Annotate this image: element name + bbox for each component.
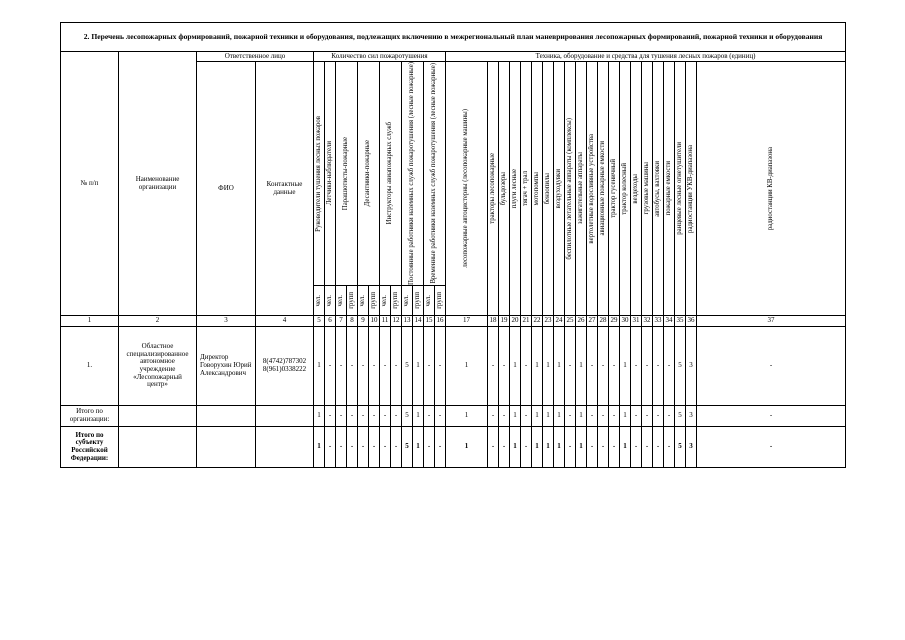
title-row bbox=[61, 23, 846, 52]
equipment-col-header-label: бульдозеры bbox=[499, 171, 507, 206]
equipment-col-header-label: грузовые машины bbox=[642, 162, 650, 215]
equipment-col-header-label: бензопилы bbox=[543, 172, 551, 205]
forces-col-header bbox=[314, 62, 325, 286]
total-value: - bbox=[358, 427, 369, 468]
total-value: - bbox=[380, 427, 391, 468]
column-number: 15 bbox=[424, 316, 435, 327]
total-value: - bbox=[347, 427, 358, 468]
value-cell: 1 bbox=[413, 327, 424, 406]
subtotal-value: 1 bbox=[446, 406, 488, 427]
total-value: 1 bbox=[620, 427, 631, 468]
unit-cell bbox=[314, 286, 325, 316]
total-value: - bbox=[609, 427, 620, 468]
subtotal-value: - bbox=[521, 406, 532, 427]
total-value: - bbox=[697, 427, 846, 468]
subtotal-label: Итого по организации: bbox=[61, 406, 119, 427]
column-number: 8 bbox=[347, 316, 358, 327]
equipment-col-header bbox=[609, 62, 620, 316]
subtotal-value: - bbox=[369, 406, 380, 427]
equipment-col-header bbox=[488, 62, 499, 316]
unit-cell bbox=[369, 286, 380, 316]
subtotal-value: - bbox=[653, 406, 664, 427]
column-number: 33 bbox=[653, 316, 664, 327]
value-cell: - bbox=[521, 327, 532, 406]
column-number: 25 bbox=[565, 316, 576, 327]
column-number: 2 bbox=[119, 316, 197, 327]
total-value: 1 bbox=[554, 427, 565, 468]
column-number: 6 bbox=[325, 316, 336, 327]
equipment-col-header-label: трактор гусеничный bbox=[609, 159, 617, 218]
unit-cell-label: групп bbox=[347, 292, 355, 309]
equipment-col-header bbox=[675, 62, 686, 316]
column-number: 20 bbox=[510, 316, 521, 327]
column-number: 3 bbox=[197, 316, 256, 327]
total-value: 3 bbox=[686, 427, 697, 468]
unit-cell bbox=[325, 286, 336, 316]
value-cell: 1 bbox=[543, 327, 554, 406]
equipment-col-header-label: трактор колесный bbox=[620, 162, 628, 215]
header-org: Наименование организации bbox=[119, 52, 197, 316]
column-number: 28 bbox=[598, 316, 609, 327]
subtotal-value: 1 bbox=[413, 406, 424, 427]
total-value: - bbox=[336, 427, 347, 468]
subtotal-value: - bbox=[697, 406, 846, 427]
forces-col-header-label: Руководители тушения лесных пожаров bbox=[314, 115, 322, 232]
subtotal-value: - bbox=[347, 406, 358, 427]
unit-cell-label: групп bbox=[413, 292, 421, 309]
value-cell: - bbox=[325, 327, 336, 406]
equipment-col-header-label: автобусы, вахтовки bbox=[653, 160, 661, 217]
table-row bbox=[61, 327, 846, 406]
column-number: 36 bbox=[686, 316, 697, 327]
subtotal-value: - bbox=[598, 406, 609, 427]
unit-cell bbox=[424, 286, 435, 316]
header-responsible: Ответственное лицо bbox=[197, 52, 314, 62]
unit-cell-label: чел. bbox=[380, 294, 388, 307]
subtotal-value: - bbox=[325, 406, 336, 427]
total-label: Итого по субъекту Российской Федерации: bbox=[61, 427, 119, 468]
equipment-col-header bbox=[521, 62, 532, 316]
header-forces: Количество сил пожаротушения bbox=[314, 52, 446, 62]
value-cell: - bbox=[380, 327, 391, 406]
unit-cell-label: чел. bbox=[314, 294, 322, 307]
value-cell: - bbox=[499, 327, 510, 406]
unit-cell-label: групп bbox=[435, 292, 443, 309]
unit-cell bbox=[380, 286, 391, 316]
forces-col-header-label: Постоянные работники наземных служб пожаротушения (лесные пожарные) bbox=[408, 62, 416, 285]
total-value: 1 bbox=[576, 427, 587, 468]
total-value: - bbox=[499, 427, 510, 468]
unit-cell-label: чел. bbox=[336, 294, 344, 307]
equipment-col-header-label: беспилотные летательные аппараты (комплексы) bbox=[565, 117, 573, 260]
unit-cell-label: чел. bbox=[358, 294, 366, 307]
empty-cell bbox=[119, 406, 197, 427]
equipment-col-header-label: пожарные емкости bbox=[664, 161, 672, 216]
column-number: 34 bbox=[664, 316, 675, 327]
unit-cell-label: чел. bbox=[402, 294, 410, 307]
subtotal-value: 3 bbox=[686, 406, 697, 427]
subtotal-value: - bbox=[565, 406, 576, 427]
value-cell: 1 bbox=[314, 327, 325, 406]
equipment-col-header bbox=[532, 62, 543, 316]
column-number: 11 bbox=[380, 316, 391, 327]
header-group-row bbox=[61, 52, 846, 62]
empty-cell bbox=[197, 427, 256, 468]
equipment-col-header-label: радиостанции УКВ-диапазона bbox=[686, 144, 694, 233]
equipment-col-header-label: авиационные пожарные емкости bbox=[598, 141, 606, 236]
total-value: - bbox=[598, 427, 609, 468]
equipment-col-header-label: воздуходувки bbox=[554, 168, 562, 209]
unit-cell bbox=[358, 286, 369, 316]
subtotal-value: - bbox=[664, 406, 675, 427]
column-number: 27 bbox=[587, 316, 598, 327]
subtotal-value: 5 bbox=[675, 406, 686, 427]
total-value: - bbox=[565, 427, 576, 468]
column-number: 17 bbox=[446, 316, 488, 327]
subtotal-value: - bbox=[587, 406, 598, 427]
header-fio: ФИО bbox=[197, 62, 256, 316]
equipment-col-header-label: радиостанции КВ-диапазона bbox=[766, 146, 774, 231]
header-equipment: Техника, оборудование и средства для тушения лесных пожаров (единиц) bbox=[446, 52, 846, 62]
empty-cell bbox=[256, 406, 314, 427]
subtotal-value: - bbox=[435, 406, 446, 427]
unit-cell bbox=[435, 286, 446, 316]
total-value: 1 bbox=[510, 427, 521, 468]
subtotal-value: - bbox=[391, 406, 402, 427]
equipment-col-header bbox=[631, 62, 642, 316]
column-number: 4 bbox=[256, 316, 314, 327]
column-number: 10 bbox=[369, 316, 380, 327]
value-cell: 3 bbox=[686, 327, 697, 406]
column-number: 16 bbox=[435, 316, 446, 327]
column-number: 13 bbox=[402, 316, 413, 327]
value-cell: 1 bbox=[532, 327, 543, 406]
equipment-col-header bbox=[642, 62, 653, 316]
value-cell: - bbox=[653, 327, 664, 406]
total-value: - bbox=[424, 427, 435, 468]
unit-cell bbox=[402, 286, 413, 316]
value-cell: - bbox=[609, 327, 620, 406]
equipment-col-header-label: вертолетные водосливные устройства bbox=[587, 133, 595, 244]
equipment-col-header-label: зажигательные аппараты bbox=[576, 152, 584, 225]
forces-col-header bbox=[336, 62, 358, 286]
forces-col-header-label: Десантники-пожарные bbox=[364, 140, 372, 207]
value-cell: - bbox=[598, 327, 609, 406]
value-cell: 1 bbox=[554, 327, 565, 406]
unit-cell-label: чел. bbox=[424, 294, 432, 307]
subtotal-row bbox=[61, 406, 846, 427]
total-value: - bbox=[391, 427, 402, 468]
responsible-fio: Директор Говорухин Юрий Александрович bbox=[197, 327, 256, 406]
equipment-col-header-label: ранцевые лесные огнетушители bbox=[675, 142, 683, 235]
equipment-col-header-label: тракторы лесопожарные bbox=[488, 153, 496, 224]
equipment-col-header bbox=[499, 62, 510, 316]
column-number: 7 bbox=[336, 316, 347, 327]
forces-col-header-label: Инструкторы авиапожарных служб bbox=[386, 122, 394, 225]
column-number: 32 bbox=[642, 316, 653, 327]
header-contacts: Контактные данные bbox=[256, 62, 314, 316]
value-cell: - bbox=[369, 327, 380, 406]
value-cell: - bbox=[631, 327, 642, 406]
total-value: - bbox=[325, 427, 336, 468]
value-cell: - bbox=[336, 327, 347, 406]
column-number: 5 bbox=[314, 316, 325, 327]
equipment-col-header-label: тягач + трал bbox=[521, 170, 529, 207]
equipment-col-header bbox=[697, 62, 846, 316]
subtotal-value: - bbox=[499, 406, 510, 427]
total-value: 1 bbox=[532, 427, 543, 468]
column-number: 26 bbox=[576, 316, 587, 327]
column-number: 19 bbox=[499, 316, 510, 327]
total-value: 1 bbox=[446, 427, 488, 468]
forces-col-header-label: Летчики-наблюдатели bbox=[325, 141, 333, 206]
total-value: 5 bbox=[675, 427, 686, 468]
unit-cell bbox=[347, 286, 358, 316]
column-number: 9 bbox=[358, 316, 369, 327]
equipment-col-header bbox=[598, 62, 609, 316]
subtotal-value: - bbox=[358, 406, 369, 427]
equipment-col-header bbox=[576, 62, 587, 316]
equipment-col-header bbox=[565, 62, 576, 316]
total-value: 1 bbox=[543, 427, 554, 468]
column-number: 35 bbox=[675, 316, 686, 327]
total-value: - bbox=[369, 427, 380, 468]
total-value: - bbox=[521, 427, 532, 468]
total-value: - bbox=[664, 427, 675, 468]
column-number: 18 bbox=[488, 316, 499, 327]
unit-cell-label: чел. bbox=[325, 294, 333, 307]
forces-col-header bbox=[380, 62, 402, 286]
subtotal-value: 1 bbox=[543, 406, 554, 427]
column-number: 1 bbox=[61, 316, 119, 327]
value-cell: - bbox=[565, 327, 576, 406]
forces-col-header-label: Парашютисты-пожарные bbox=[342, 136, 350, 211]
value-cell: 1 bbox=[446, 327, 488, 406]
subtotal-value: - bbox=[488, 406, 499, 427]
forces-col-header bbox=[402, 62, 424, 286]
equipment-col-header bbox=[587, 62, 598, 316]
empty-cell bbox=[119, 427, 197, 468]
value-cell: 1 bbox=[620, 327, 631, 406]
total-value: - bbox=[435, 427, 446, 468]
equipment-col-header bbox=[664, 62, 675, 316]
maneuver-plan-table bbox=[60, 22, 846, 468]
unit-cell bbox=[413, 286, 424, 316]
forces-col-header bbox=[358, 62, 380, 286]
value-cell: 5 bbox=[402, 327, 413, 406]
form-sheet bbox=[60, 22, 845, 468]
column-number: 14 bbox=[413, 316, 424, 327]
subtotal-value: 1 bbox=[576, 406, 587, 427]
subtotal-value: - bbox=[424, 406, 435, 427]
subtotal-value: 1 bbox=[620, 406, 631, 427]
column-number: 37 bbox=[697, 316, 846, 327]
value-cell: - bbox=[358, 327, 369, 406]
value-cell: 1 bbox=[510, 327, 521, 406]
value-cell: - bbox=[435, 327, 446, 406]
unit-cell bbox=[391, 286, 402, 316]
total-value: - bbox=[653, 427, 664, 468]
equipment-col-header bbox=[620, 62, 631, 316]
equipment-col-header bbox=[686, 62, 697, 316]
column-number: 24 bbox=[554, 316, 565, 327]
org-name: Областное специализированное автономное учреждение «Лесопожарный центр» bbox=[119, 327, 197, 406]
empty-cell bbox=[256, 427, 314, 468]
total-value: 5 bbox=[402, 427, 413, 468]
forces-col-header bbox=[424, 62, 446, 286]
total-value: 1 bbox=[314, 427, 325, 468]
column-number: 12 bbox=[391, 316, 402, 327]
equipment-col-header-label: мотопомпы bbox=[532, 171, 540, 206]
column-number: 31 bbox=[631, 316, 642, 327]
subtotal-value: 1 bbox=[554, 406, 565, 427]
value-cell: - bbox=[424, 327, 435, 406]
value-cell: - bbox=[488, 327, 499, 406]
equipment-col-header-label: лесопожарные автоцистерны (лесопожарные машины) bbox=[462, 109, 470, 268]
subtotal-value: - bbox=[631, 406, 642, 427]
value-cell: 1 bbox=[576, 327, 587, 406]
subtotal-value: 1 bbox=[314, 406, 325, 427]
value-cell: 5 bbox=[675, 327, 686, 406]
column-numbers-row bbox=[61, 316, 846, 327]
total-row bbox=[61, 427, 846, 468]
subtotal-value: - bbox=[336, 406, 347, 427]
equipment-col-header bbox=[653, 62, 664, 316]
total-value: - bbox=[642, 427, 653, 468]
equipment-col-header bbox=[510, 62, 521, 316]
table-title: 2. Перечень лесопожарных формирований, пожарной техники и оборудования, подлежащих включению в межрегиональный план маневрирования лесопожарных формирований, пожарной техники и оборудования bbox=[61, 23, 846, 52]
forces-col-header-label: Временные работники наземных служб пожаротушения (лесные пожарные) bbox=[430, 63, 438, 284]
equipment-col-header-label: плуги лесные bbox=[510, 168, 518, 209]
value-cell: - bbox=[587, 327, 598, 406]
column-number: 21 bbox=[521, 316, 532, 327]
subtotal-value: - bbox=[380, 406, 391, 427]
contact-data: 8(4742)787302 8(961)0338222 bbox=[256, 327, 314, 406]
equipment-col-header bbox=[554, 62, 565, 316]
subtotal-value: 5 bbox=[402, 406, 413, 427]
value-cell: - bbox=[347, 327, 358, 406]
total-value: - bbox=[631, 427, 642, 468]
row-num: 1. bbox=[61, 327, 119, 406]
subtotal-value: - bbox=[609, 406, 620, 427]
unit-cell-label: групп bbox=[391, 292, 399, 309]
equipment-col-header-label: вездеходы bbox=[631, 173, 639, 204]
column-number: 29 bbox=[609, 316, 620, 327]
column-number: 22 bbox=[532, 316, 543, 327]
value-cell: - bbox=[642, 327, 653, 406]
subtotal-value: 1 bbox=[510, 406, 521, 427]
equipment-col-header bbox=[446, 62, 488, 316]
header-num: № п/п bbox=[61, 52, 119, 316]
unit-cell bbox=[336, 286, 347, 316]
value-cell: - bbox=[664, 327, 675, 406]
column-number: 23 bbox=[543, 316, 554, 327]
total-value: - bbox=[587, 427, 598, 468]
unit-cell-label: групп bbox=[369, 292, 377, 309]
subtotal-value: 1 bbox=[532, 406, 543, 427]
subtotal-value: - bbox=[642, 406, 653, 427]
value-cell: - bbox=[697, 327, 846, 406]
value-cell: - bbox=[391, 327, 402, 406]
forces-col-header bbox=[325, 62, 336, 286]
empty-cell bbox=[197, 406, 256, 427]
equipment-col-header bbox=[543, 62, 554, 316]
total-value: - bbox=[488, 427, 499, 468]
total-value: 1 bbox=[413, 427, 424, 468]
column-number: 30 bbox=[620, 316, 631, 327]
